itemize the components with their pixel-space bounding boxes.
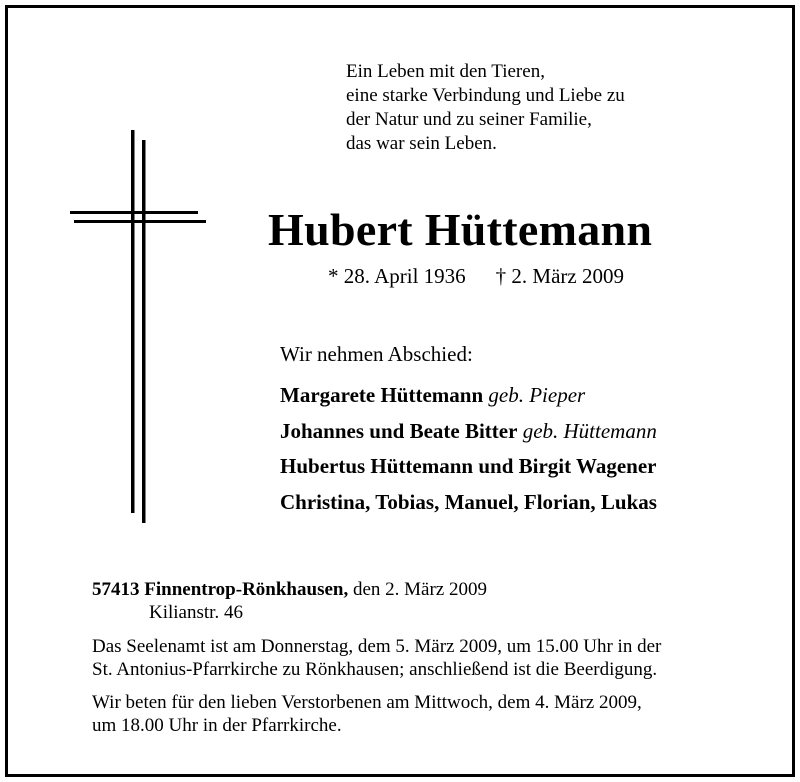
notice-date: den 2. März 2009 (352, 579, 487, 600)
location: 57413 Finnentrop-Rönkhausen, (92, 579, 349, 600)
mourner-note: geb. Hüttemann (522, 418, 657, 443)
mourner-row (280, 449, 657, 485)
notice-line: Wir beten für den lieben Verstorbenen am Mittwoch, dem 4. März 2009, (92, 692, 642, 713)
farewell-heading: Wir nehmen Abschied: (280, 342, 473, 366)
notice-line: Das Seelenamt ist am Donnerstag, dem 5. März 2009, um 15.00 Uhr in der (92, 636, 662, 657)
life-dates (328, 264, 624, 289)
mourners-list (280, 378, 657, 520)
mourner-row (280, 414, 657, 450)
verse-line: der Natur und zu seiner Familie, (346, 109, 592, 130)
notice-line: um 18.00 Uhr in der Pfarrkirche. (92, 715, 342, 736)
verse-line: eine starke Verbindung und Liebe zu (346, 85, 625, 106)
verse-line: Ein Leben mit den Tieren, (346, 61, 545, 82)
mourner-name: Hubertus Hüttemann und Birgit Wagener (280, 454, 657, 478)
location-line (92, 578, 487, 601)
obituary-notice (5, 5, 795, 777)
mourner-name: Johannes und Beate Bitter (280, 418, 518, 443)
prayer-notice (92, 691, 642, 737)
mourner-name: Margarete Hüttemann (280, 383, 484, 407)
death-date: † 2. März 2009 (495, 264, 624, 288)
deceased-name: Hubert Hüttemann (268, 204, 653, 255)
mourner-row (280, 485, 657, 521)
place-and-date (92, 578, 487, 624)
street-address: Kilianstr. 46 (149, 602, 243, 623)
birth-date: * 28. April 1936 (328, 264, 466, 288)
verse-line: das war sein Leben. (346, 133, 497, 154)
mourner-row (280, 378, 657, 414)
memorial-verse (346, 60, 625, 156)
requiem-notice (92, 635, 661, 681)
mourner-name: Christina, Tobias, Manuel, Florian, Lukas (280, 489, 657, 514)
mourner-note: geb. Pieper (488, 383, 586, 407)
notice-line: St. Antonius-Pfarrkirche zu Rönkhausen; anschließend ist die Beerdigung. (92, 659, 658, 680)
